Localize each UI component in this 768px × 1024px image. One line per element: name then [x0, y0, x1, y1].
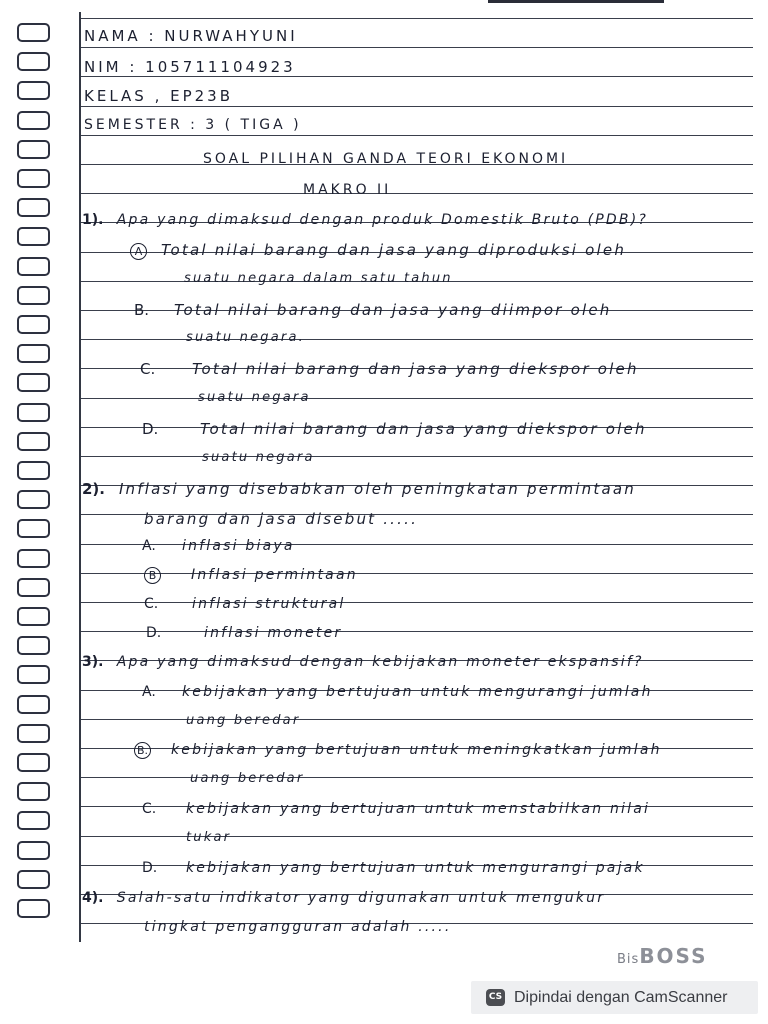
margin-checkbox: [17, 169, 50, 188]
question-4-line-2: tingkat pengangguran adalah .....: [144, 919, 452, 935]
nim-line: NIM : 105711104923: [84, 58, 296, 76]
q1-option-b-letter: B.: [134, 301, 150, 319]
q2-option-d: [146, 625, 342, 641]
q3-option-c-letter: C.: [142, 801, 157, 817]
question-1-number: 1).: [82, 212, 104, 228]
margin-checkbox: [17, 899, 50, 918]
question-2-line-2: barang dan jasa disebut .....: [144, 510, 419, 528]
q3-option-b-line-2: uang beredar: [190, 771, 305, 786]
top-edge-line: [488, 0, 664, 3]
q3-option-c: [142, 801, 650, 817]
camscanner-badge: [471, 981, 758, 1014]
q1-option-a-line-2: suatu negara dalam satu tahun: [184, 271, 453, 286]
title-line-1: SOAL PILIHAN GANDA TEORI EKONOMI: [203, 151, 569, 167]
margin-checkbox: [17, 695, 50, 714]
margin-checkbox: [17, 490, 50, 509]
question-1: [82, 212, 648, 228]
watermark-big: BOSS: [639, 944, 708, 968]
margin-checkbox: [17, 140, 50, 159]
class-line: KELAS , EP23B: [84, 87, 234, 105]
q3-option-b: [134, 742, 662, 759]
margin-line: [79, 12, 81, 942]
q1-option-a-line-1: Total nilai barang dan jasa yang diproduksi oleh: [161, 241, 627, 259]
q2-option-d-text: inflasi moneter: [204, 625, 343, 641]
margin-checkbox: [17, 519, 50, 538]
bisboss-watermark: [617, 944, 707, 968]
ruled-line: [79, 193, 753, 194]
q3-option-b-line-1: kebijakan yang bertujuan untuk meningkatkan jumlah: [171, 742, 662, 758]
margin-checkbox: [17, 461, 50, 480]
q2-option-c-text: inflasi struktural: [192, 596, 346, 612]
margin-checkbox: [17, 23, 50, 42]
q2-option-c-letter: C.: [144, 596, 159, 612]
q2-option-d-letter: D.: [146, 625, 162, 641]
ruled-line: [79, 76, 753, 77]
q3-option-c-line-1: kebijakan yang bertujuan untuk menstabilkan nilai: [186, 801, 651, 817]
question-3-number: 3).: [82, 654, 104, 670]
margin-checkbox: [17, 753, 50, 772]
margin-checkbox: [17, 432, 50, 451]
margin-checkbox: [17, 111, 50, 130]
q3-option-a: [142, 684, 653, 700]
margin-checkbox: [17, 841, 50, 860]
q1-option-d-line-2: suatu negara: [202, 450, 315, 465]
question-2-line-1: Inflasi yang disebabkan oleh peningkatan permintaan: [118, 480, 636, 498]
margin-checkbox: [17, 636, 50, 655]
q1-option-a-circled-letter: A: [130, 243, 147, 260]
margin-checkbox: [17, 870, 50, 889]
title-line-2: MAKRO II: [303, 182, 392, 198]
question-4: [82, 890, 605, 906]
q1-option-d-line-1: Total nilai barang dan jasa yang diekspor oleh: [200, 420, 647, 438]
q1-option-c: [140, 360, 639, 378]
q1-option-d: [142, 420, 647, 438]
q2-option-a-letter: A.: [142, 538, 156, 554]
margin-checkbox: [17, 724, 50, 743]
ruled-line: [79, 135, 753, 136]
q1-option-a: [130, 241, 626, 260]
margin-checkbox: [17, 549, 50, 568]
ruled-line: [79, 18, 753, 19]
margin-checkbox: [17, 315, 50, 334]
watermark-small: Bis: [617, 952, 640, 967]
ruled-line: [79, 777, 753, 778]
margin-checkbox: [17, 198, 50, 217]
q1-option-c-line-2: suatu negara: [198, 390, 311, 405]
margin-checkbox: [17, 403, 50, 422]
q3-option-d-letter: D.: [142, 860, 158, 876]
q2-option-b-text: Inflasi permintaan: [191, 567, 358, 583]
ruled-line: [79, 836, 753, 837]
q1-option-c-letter: C.: [140, 360, 156, 378]
q3-option-a-line-2: uang beredar: [186, 713, 301, 728]
q2-option-a: [142, 538, 295, 554]
margin-checkbox: [17, 607, 50, 626]
q1-option-b-line-1: Total nilai barang dan jasa yang diimpor oleh: [174, 301, 612, 319]
margin-checkbox: [17, 257, 50, 276]
ruled-line: [79, 719, 753, 720]
margin-checkbox: [17, 782, 50, 801]
margin-checkbox: [17, 81, 50, 100]
ruled-line: [79, 47, 753, 48]
margin-checkbox: [17, 811, 50, 830]
q1-option-d-letter: D.: [142, 420, 159, 438]
q3-option-b-circled-letter: B.: [134, 742, 151, 759]
ruled-line: [79, 339, 753, 340]
q2-option-b-circled-letter: B: [144, 567, 161, 584]
question-2-number: 2).: [82, 480, 105, 498]
q2-option-b: [144, 567, 358, 584]
margin-checkbox: [17, 344, 50, 363]
ruled-line: [79, 456, 753, 457]
semester-line: SEMESTER : 3 ( TIGA ): [84, 117, 302, 133]
question-3: [82, 654, 644, 670]
margin-checkbox: [17, 227, 50, 246]
q2-option-a-text: inflasi biaya: [182, 538, 295, 554]
ruled-line: [79, 106, 753, 107]
question-4-line-1: Salah-satu indikator yang digunakan untuk mengukur: [116, 890, 606, 906]
camscanner-text: Dipindai dengan CamScanner: [514, 988, 728, 1006]
margin-checkbox: [17, 373, 50, 392]
margin-checkbox: [17, 286, 50, 305]
margin-checkbox: [17, 665, 50, 684]
q1-option-b: [134, 301, 612, 319]
question-4-number: 4).: [82, 890, 104, 906]
question-2: [82, 480, 636, 498]
margin-checkbox: [17, 52, 50, 71]
q3-option-d: [142, 860, 645, 876]
question-3-text: Apa yang dimaksud dengan kebijakan moneter ekspansif?: [116, 654, 644, 670]
q3-option-c-line-2: tukar: [186, 830, 232, 845]
q3-option-a-line-1: kebijakan yang bertujuan untuk mengurangi jumlah: [182, 684, 653, 700]
q2-option-c: [144, 596, 346, 612]
q1-option-c-line-1: Total nilai barang dan jasa yang diekspor oleh: [192, 360, 639, 378]
q3-option-a-letter: A.: [142, 684, 156, 700]
margin-checkbox: [17, 578, 50, 597]
q3-option-d-text: kebijakan yang bertujuan untuk mengurangi pajak: [186, 860, 645, 876]
name-line: NAMA : NURWAHYUNI: [84, 27, 298, 45]
question-1-text: Apa yang dimaksud dengan produk Domestik Bruto (PDB)?: [116, 212, 648, 228]
ruled-line: [79, 398, 753, 399]
camscanner-icon: CS: [486, 989, 505, 1006]
q1-option-b-line-2: suatu negara.: [186, 330, 305, 345]
